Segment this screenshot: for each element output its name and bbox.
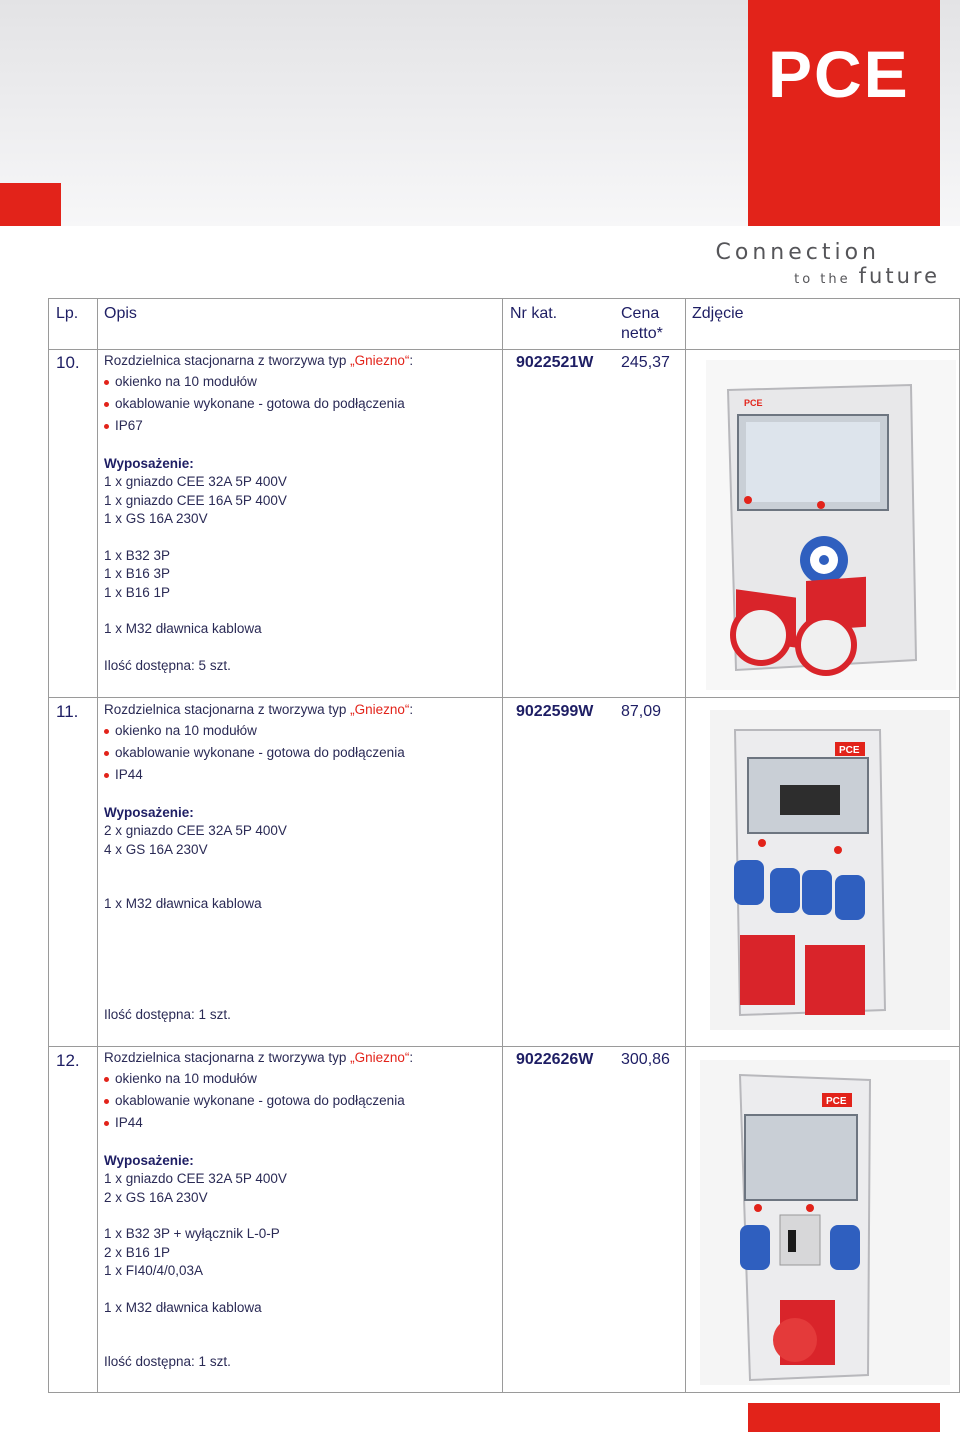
equipment-item: 2 x gniazdo CEE 32A 5P 400V <box>104 823 287 838</box>
breaker-item: 1 x B16 3P <box>104 566 171 581</box>
feature-item: okienko na 10 modułów <box>104 1068 494 1090</box>
tagline-future-word: future <box>858 264 940 288</box>
equipment-label: Wyposażenie: <box>104 455 194 471</box>
feature-list <box>104 371 494 437</box>
feature-item: IP44 <box>104 764 494 786</box>
cable-gland: 1 x M32 dławnica kablowa <box>104 896 262 911</box>
availability: Ilość dostępna: 1 szt. <box>104 1354 231 1369</box>
header-nr-kat: Nr kat. <box>510 305 558 322</box>
feature-item: okablowanie wykonane - gotowa do podłączenia <box>104 742 494 764</box>
tagline-future <box>794 264 940 288</box>
row-number: 12. <box>56 1051 80 1070</box>
feature-list <box>104 1068 494 1134</box>
net-price: 245,37 <box>621 354 670 371</box>
col-divider <box>97 299 98 1392</box>
feature-item: IP67 <box>104 415 494 437</box>
header-zdjecie: Zdjęcie <box>692 305 744 322</box>
footer-red-bar <box>748 1403 940 1432</box>
product-type-name: „Gniezno“ <box>350 1050 410 1065</box>
distribution-box-photo <box>710 710 950 1030</box>
equipment-item: 1 x gniazdo CEE 32A 5P 400V <box>104 1171 287 1186</box>
product-type-name: „Gniezno“ <box>350 702 410 717</box>
product-description <box>104 701 494 1024</box>
brand-logo: PCE <box>768 37 910 111</box>
product-title: Rozdzielnica stacjonarna z tworzywa typ „Gniezno“: <box>104 1050 414 1065</box>
equipment-label: Wyposażenie: <box>104 1152 194 1168</box>
feature-item: IP44 <box>104 1112 494 1134</box>
equipment-item: 4 x GS 16A 230V <box>104 841 208 857</box>
product-type-name: „Gniezno“ <box>350 353 410 368</box>
feature-list <box>104 720 494 786</box>
svg-text:PCE: PCE <box>826 1096 847 1107</box>
catalog-number: 9022521W <box>516 354 594 371</box>
breaker-item: 1 x B32 3P <box>104 547 171 563</box>
tagline-to-the: to the <box>794 272 851 287</box>
equipment-item: 1 x gniazdo CEE 32A 5P 400V <box>104 474 287 489</box>
row-number: 11. <box>56 702 79 721</box>
header-cena: Cena <box>621 305 660 322</box>
equipment-item: 2 x GS 16A 230V <box>104 1189 208 1205</box>
red-accent-tab <box>0 183 61 226</box>
net-price: 87,09 <box>621 703 662 720</box>
feature-item: okablowanie wykonane - gotowa do podłączenia <box>104 1090 494 1112</box>
breaker-item: 2 x B16 1P <box>104 1244 171 1260</box>
col-divider <box>502 299 503 1392</box>
row-divider <box>49 349 959 350</box>
equipment-item: 1 x GS 16A 230V <box>104 511 208 526</box>
feature-item: okienko na 10 modułów <box>104 371 494 393</box>
distribution-box-photo <box>706 360 956 690</box>
row-divider <box>49 1046 959 1047</box>
svg-text:PCE: PCE <box>744 398 763 408</box>
tagline-connection: Connection <box>715 240 880 265</box>
product-description <box>104 352 494 675</box>
availability: Ilość dostępna: 5 szt. <box>104 657 231 673</box>
brand-logo-box <box>748 0 940 226</box>
catalog-number: 9022626W <box>516 1051 594 1068</box>
net-price: 300,86 <box>621 1051 670 1068</box>
breaker-item: 1 x FI40/4/0,03A <box>104 1263 204 1278</box>
cable-gland: 1 x M32 dławnica kablowa <box>104 1299 262 1315</box>
cable-gland: 1 x M32 dławnica kablowa <box>104 621 262 636</box>
col-divider <box>685 299 686 1392</box>
feature-item: okablowanie wykonane - gotowa do podłączenia <box>104 393 494 415</box>
header-lp: Lp. <box>56 305 79 322</box>
breaker-item: 1 x B16 1P <box>104 584 171 600</box>
product-title: Rozdzielnica stacjonarna z tworzywa typ „Gniezno“: <box>104 353 414 368</box>
row-number: 10. <box>56 353 80 372</box>
row-divider <box>49 697 959 698</box>
breaker-item: 1 x B32 3P + wyłącznik L-0-P <box>104 1226 280 1241</box>
product-title: Rozdzielnica stacjonarna z tworzywa typ „Gniezno“: <box>104 702 414 717</box>
header-netto: netto* <box>621 325 663 342</box>
equipment-label: Wyposażenie: <box>104 804 194 820</box>
product-description <box>104 1049 494 1372</box>
equipment-item: 1 x gniazdo CEE 16A 5P 400V <box>104 492 287 508</box>
availability: Ilość dostępna: 1 szt. <box>104 1006 231 1022</box>
svg-text:PCE: PCE <box>839 745 860 756</box>
header-opis: Opis <box>104 305 137 322</box>
catalog-number: 9022599W <box>516 703 594 720</box>
distribution-box-photo <box>700 1060 950 1385</box>
feature-item: okienko na 10 modułów <box>104 720 494 742</box>
